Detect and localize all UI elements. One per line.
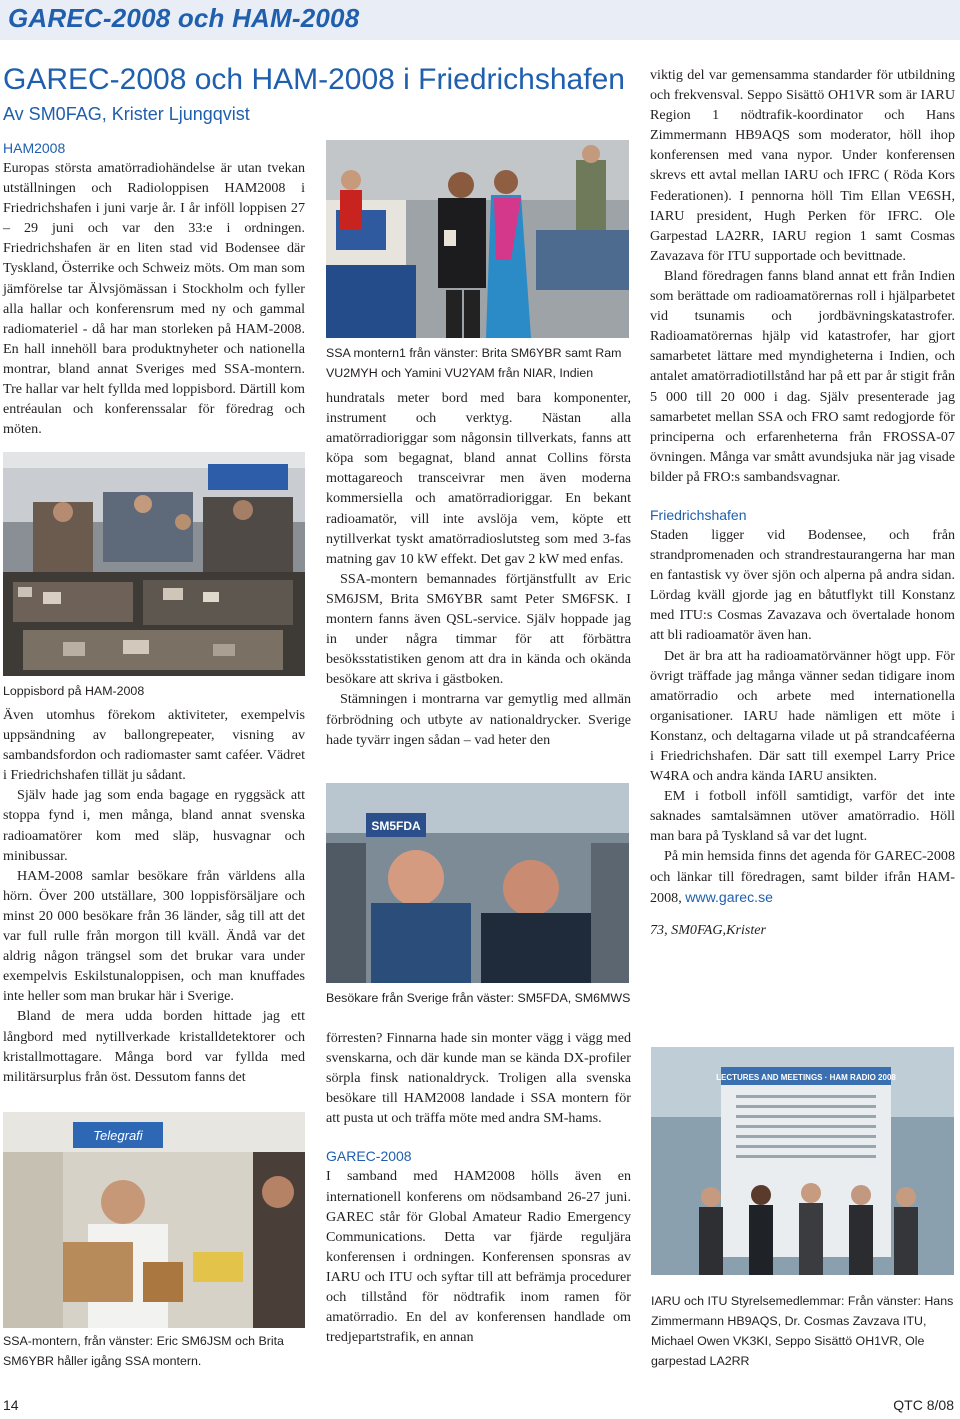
paragraph: Det är bra att ha radioamatörvänner högt upp. För övrigt träffade jag många vänner sedan tidigare inom amatörradio och arbete med internationella organisationer. IARU hade nämligen ett möte i Konstanz, och deltagarna vilade ut på strandcaféerna i Friedrichshafen. Där satt till exempel Larry Price W4RA och andra kända IARU ansikten. [650,647,955,785]
column-2-bottom [326,1028,631,1347]
photo-caption-flea-market: Loppisbord på HAM-2008 [3,684,145,698]
section-heading-ham2008: HAM2008 [3,140,66,156]
header-title: GAREC-2008 och HAM-2008 [8,3,360,33]
paragraph: I samband med HAM2008 hölls även en internationell konferens om nödsamband 26-27 juni. GAREC står för Global Amateur Radio Emergency Communications. Detta var fjärde reguljära konferensen i ordningen. Konferensen sponsras av IARU och ITU och syftar till att befrämja procedurer och tillstånd för nödtrafik inom ramen för amatörradio. En del av konferensen handlade om tredjepartstrafik, en annan [326,1168,631,1346]
agenda-text: På min hemsida finns det agenda för GAREC-2008 och länkar till föredragen, samt bilder ifrån HAM-2008, [650,848,955,906]
photo-swedish-visitors [326,783,629,983]
paragraph: Själv hade jag som enda bagage en ryggsäck att stoppa fynd i, men många, bland annat svenska radioamatörer kom med släp, husvagnar och minibussar. [3,787,305,864]
swedish-visitors-image [326,783,629,983]
flea-market-image [3,452,305,676]
photo-caption-ssa-booth: SSA-montern, från vänster: Eric SM6JSM och Brita SM6YBR håller igång SSA montern. [3,1334,284,1368]
column-1-bottom [3,705,305,1087]
paragraph: förresten? Finnarna hade sin monter vägg i vägg med svenskarna, och där kunde man se kända DX-profiler sörpla finsk nationaldryck. Troligen alla svenska besökare till HAM2008 landade i SSA montern för att pusta ut och träffa möte med andra SM-hams. [326,1030,631,1127]
telegrafi-sign-text: Telegrafi [93,1128,143,1143]
paragraph: HAM-2008 samlar besökare från världens alla hörn. Över 200 utställare, 300 loppisförsäljare och minst 20 000 besökare från 36 länder, såg till att det var full rulle från morgon till kväll. Ändå var det aldrig någon trängsel som det brukar vara under exempelvis Eskilstunaloppisen, och man knuffades inte heller som man brukar här i Sverige. [3,867,305,1005]
column-1-top [3,138,305,439]
paragraph [650,846,955,907]
section-heading-garec: GAREC-2008 [326,1148,412,1165]
ssa-booth-image [3,1112,305,1328]
column-3 [650,65,955,940]
photo-ssa-montern [326,140,629,338]
garec-website-link[interactable]: www.garec.se [685,888,773,905]
article-title: GAREC-2008 och HAM-2008 i Friedrichshafen [3,63,625,96]
banner-text: LECTURES AND MEETINGS · HAM RADIO 2008 [716,1073,896,1082]
photo-caption-swedish-visitors: Besökare från Sverige från väster: SM5FDA, SM6MWS [326,991,631,1005]
signature: 73, SM0FAG,Krister [650,921,767,938]
section-heading-friedrichshafen: Friedrichshafen [650,506,747,523]
paragraph: hundratals meter bord med bara komponenter, instrument och verktyg. Nästan alla amatörradioriggar som någonsin tillverkats, fanns att köpa som begagnat, bland annat Collins första mottagareoch transceivrar men även moderna kommersiella och amatörradioriggar. En bekant radioamatör, vill inte avslöja vem, köpte ett nytillverkat tyskt amatörradioslutsteg som med 3-fas matning gav 10 kW effekt. Det gav 2 kW med enfas. [326,390,631,567]
column-2-top [326,388,631,750]
paragraph: EM i fotboll inföll samtidigt, varför det inte saknades samtalsämnen utöver amatörradio. Höll man bara på Tyskland så var det lugnt. [650,788,955,845]
paragraph: viktig del var gemensamma standarder för utbildning och frekvensval. Seppo Sisättö OH1VR som är IARU Region 1 nödtrafik-koordinator och Hans Zimmermann HB9AQS som moderator, höll ihop konferensen med vana nypor. Under konferensen skrevs ett avtal mellan IARU och IFRC ( Röda Kors Federationen). I pennorna höll Tim Ellan VE6SH, IARU president, Hugh Perken för IFRC. Ole Garpestad LA2RR, IARU region 1 samt Cosmas Zavazava för ITU supportade och bevittnade. [650,67,955,264]
byline: Av SM0FAG, Krister Ljungqvist [3,104,250,124]
issue-label: QTC 8/08 [893,1397,954,1413]
photo-flea-market [3,452,305,676]
paragraph: Stämningen i montrarna var gemytlig med allmän förbrödning och utbyte av nationaldrycker. Sverige hade tyvärr ingen sådan – vad heter den [326,691,631,748]
photo-caption-ssa-montern: SSA montern1 från vänster: Brita SM6YBR samt Ram VU2MYH och Yamini VU2YAM från NIAR, Indien [326,346,622,380]
booth-sign-text: SM5FDA [371,819,421,833]
paragraph: Bland de mera udda borden hittade jag ett långbord med nytillverkade kristalldetektorer och kristallmottagare. Många bord var fyllda med militärsurplus från öst. Dessutom fanns det [3,1008,305,1085]
photo-iaru-itu-board [651,1047,954,1275]
iaru-itu-board-image [651,1047,954,1275]
paragraph: Staden ligger vid Bodensee, och från strandpromenaden och strandrestaurangerna har man en fantastisk vy över sjön och alperna på andra sidan. Lördag kväll gjorde jag en båtutflykt till Konstanz med ITU:s Cosmas Zavazava och övertalade honom att bli radioamatör även han. [650,526,955,644]
photo-ssa-booth-eric [3,1112,305,1328]
ssa-montern-image [326,140,629,338]
paragraph: SSA-montern bemannades förtjänstfullt av Eric SM6JSM, Brita SM6YBR samt Peter SM6FSK. I montern fanns även QSL-service. Själv hoppade jag in under några timmar för att förbättra besöksstatistiken genom att dra in kända och okända besökare att skriva i gästboken. [326,570,631,688]
paragraph: Bland föredragen fanns bland annat ett från Indien som berättade om radioamatörernas roll i hjälparbetet vid tsunamis och jordbävningskatastrofer. Radioamatörernas hjälp vid katastrofer, har gjort samarbetet lättare med myndigheterna i Indien, och antalet amatörradiotillstånd har på ett par år stigit från 5 000 till 20 000 i dag. Själv presenterade jag samarbetet mellan SSA och FRO samt redogjorde för principerna och erfarenheterna från FROSSA-07 övningen. Många var smått avundsjuka när jag visade bilder på FRO:s sambandsvagnar. [650,267,955,485]
page-number: 14 [3,1397,19,1413]
paragraph: Europas största amatörradiohändelse är utan tvekan utställningen och Radioloppisen HAM2008 i Friedrichshafen i juni varje år. I år inföll loppisen 27 – 29 juni och var den 33:e i ordningen. Friedrichshafen är en liten stad vid Bodensee där Tyskland, Österrike och Schweiz möts. Om man som jämförelse tar Älvsjömässan i Stockholm och fyller alla hallar och konferensrum med ny och gammal radiomateriel - då har man storleken på HAM-2008. En hall innehöll bara produktnyheter och nationella montrar, bland annat Sveriges med SSA-montern. Tre hallar var helt fyllda med loppisbord. Därtill kom entréaulan och konferenssalar för föredrag och möten. [3,160,305,438]
paragraph: Även utomhus förekom aktiviteter, exempelvis uppsändning av ballongrepeater, visning av sambandsfordon och radiomaster samt caféer. Vädret i Friedrichshafen tillät ju sådant. [3,707,305,784]
header-band [0,0,960,40]
photo-caption-iaru-itu: IARU och ITU Styrelsemedlemmar: Från vänster: Hans Zimmermann HB9AQS, Dr. Cosmas Zavzava ITU, Michael Owen VK3KI, Seppo Sisättö OH1VR, Ole garpestad LA2RR [651,1294,954,1368]
